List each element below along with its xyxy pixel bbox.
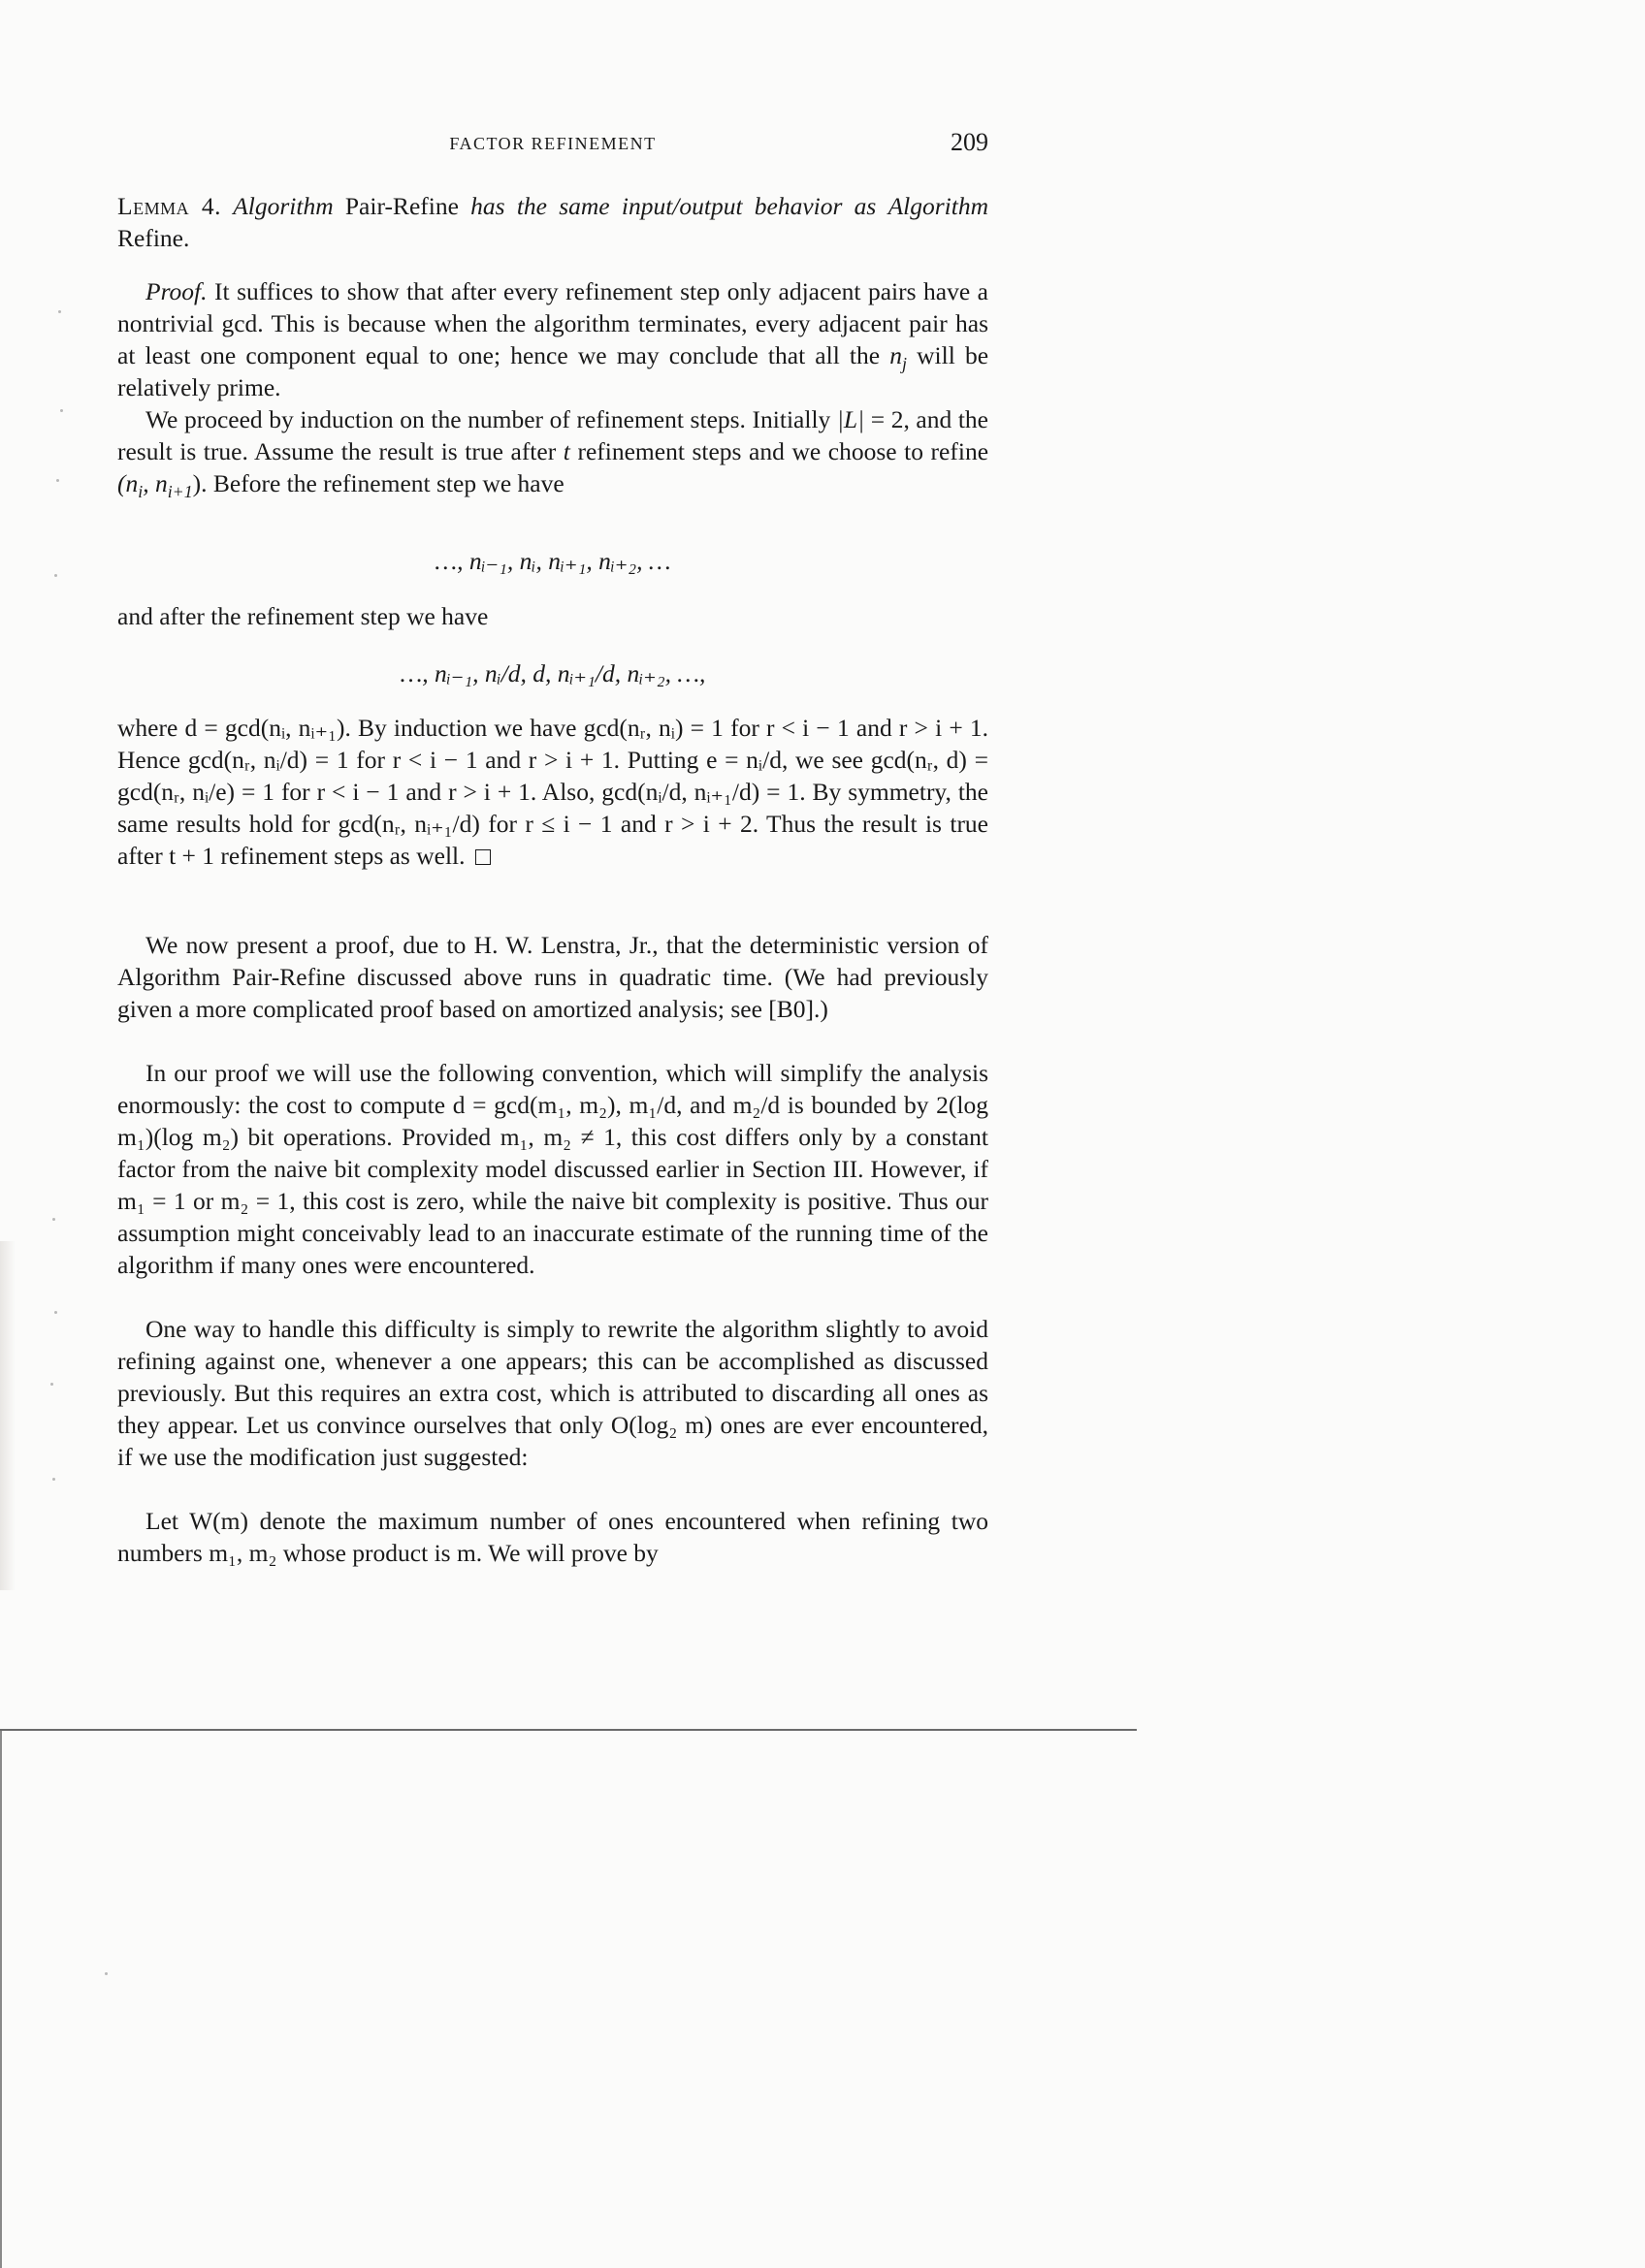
proof-paragraph-3 [117,712,988,872]
body-paragraph-3 [117,1313,988,1473]
proof-text-2b: = 2, and the result is true. Assume the result is true after [117,405,989,465]
display-equation-after: …, nᵢ₋₁, nᵢ/d, d, nᵢ₊₁/d, nᵢ₊₂, …, [400,659,706,687]
scan-speck [60,409,63,412]
lemma-algorithm-word: Algorithm [233,192,334,220]
body-text-2: In our proof we will use the following convention, which will simplify the analysis enormously: the cost to compute d = gcd(m₁, m₂), m₁/d, and m₂/d is bounded by 2(log m₁)(log m₂) bit operations. Provided m₁, m₂ ≠ 1, this cost differs only by a constant factor from the naive bit complexity model discussed earlier in Section III. However, if m₁ = 1 or m₂ = 1, this cost is zero, while the naive bit complexity is positive. Thus our assumption might conceivably lead to an inaccurate estimate of the running time of the algorithm if many ones were encountered. [117,1059,988,1279]
proof-text-2c: refinement steps and we choose to refine [577,437,989,465]
body-paragraph-4 [117,1505,988,1569]
var-n: n [889,341,902,369]
body-text-3: One way to handle this difficulty is simply to rewrite the algorithm slightly to avoid refining against one, whenever a one appears; this can be accomplished as discussed previously. But this requires an extra cost, which is attributed to discarding all ones as they appear. Let us convince ourselves that only O(log₂ m) ones are ever encountered, if we use the modification just suggested: [117,1315,988,1471]
scan-speck [58,310,61,313]
running-head: FACTOR REFINEMENT [449,134,657,153]
proof-paragraph-2 [117,403,989,502]
scan-speck [54,574,57,577]
proof-text-2a: We proceed by induction on the number of refinement steps. Initially [145,405,831,433]
scan-speck [56,479,59,482]
body-text-4: Let W(m) denote the maximum number of ones encountered when refining two numbers m₁, m₂ whose product is m. We will prove by [117,1507,988,1567]
body-text-1: We now present a proof, due to H. W. Lenstra, Jr., that the deterministic version of Algorithm Pair-Refine discussed above runs in quadratic time. (We had previously given a more complicated proof based on amortized analysis; see [B0].) [117,931,988,1023]
var-sub-j: j [902,354,907,374]
abs-L: |L| [836,405,865,433]
lemma-statement [117,190,988,254]
qed-box-icon [475,849,491,865]
lemma-name-refine: Refine. [117,224,190,252]
body-paragraph-1 [117,929,988,1025]
scan-speck [54,1311,57,1314]
lemma-middle-text: has the same input/output behavior as [470,192,877,220]
scan-shadow [0,1241,16,1590]
proof-text-1: It suffices to show that after every refinement step only adjacent pairs have a nontrivial gcd. This is because when the algorithm terminates, every adjacent pair has at least one component equal to one; hence we may conclude that all the [117,277,988,369]
lemma-algorithm-word-2: Algorithm [887,192,989,220]
scan-speck [50,1383,53,1386]
pair-expression: ($n_i$, $n_{i+1}$). [117,469,208,502]
after-step-label: and after the refinement step we have [117,602,489,630]
scan-edge-side [0,1731,2,2268]
page-header [117,128,988,161]
scan-speck [52,1218,55,1221]
scan-speck [52,1478,55,1481]
body-paragraph-2 [117,1057,988,1281]
scan-edge-rule [0,1729,1137,1731]
scan-speck [105,1972,108,1975]
var-t: t [563,437,570,465]
proof-label: Proof. [145,277,208,305]
lemma-name-pair-refine: Pair-Refine [344,192,459,220]
lemma-label: Lemma 4. [117,192,221,220]
display-equation-before: …, nᵢ₋₁, nᵢ, nᵢ₊₁, nᵢ₊₂, … [435,547,671,575]
after-step-text [117,600,988,632]
page-number: 209 [951,128,988,156]
proof-text-3: where d = gcd(nᵢ, nᵢ₊₁). By induction we have gcd(nᵣ, nᵢ) = 1 for r < i − 1 and r > i + 1. Hence gcd(nᵣ, nᵢ/d) = 1 for r < i − 1 and r > i + 1. Putting e = nᵢ/d, we see gcd(nᵣ, d) = gcd(nᵣ, nᵢ/e) = 1 for r < i − 1 and r > i + 1. Also, gcd(nᵢ/d, nᵢ₊₁/d) = 1. By symmetry, the same results hold for gcd(nᵣ, nᵢ₊₁/d) for r ≤ i − 1 and r > i + 2. Thus the result is true after t + 1 refinement steps as well. [117,714,988,870]
proof-text-1-end: will be relatively prime. [117,341,989,401]
proof-paragraph-1 [117,275,988,403]
proof-text-2d: Before the refinement step we have [212,469,564,497]
